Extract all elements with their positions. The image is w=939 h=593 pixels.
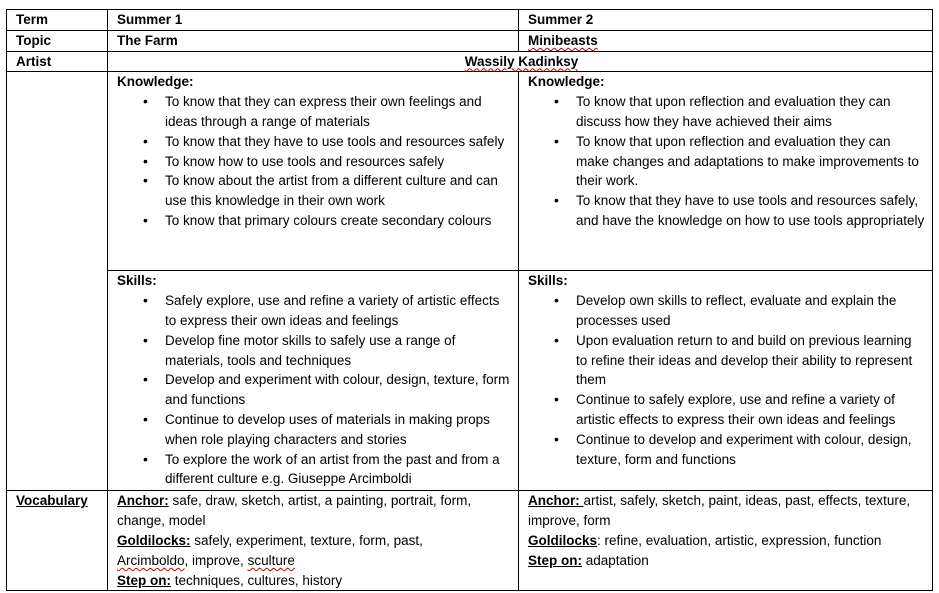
knowledge-heading: Knowledge: [528, 74, 605, 90]
anchor-label: Anchor: [528, 493, 584, 509]
goldilocks-word: Arcimboldo [117, 552, 185, 568]
vocabulary-summer1-cell [108, 491, 519, 591]
vocabulary-row [7, 491, 933, 591]
skills-summer1-list [117, 291, 512, 489]
knowledge-row [7, 72, 933, 271]
goldilocks-label: Goldilocks [528, 532, 598, 548]
knowledge-summer1-list [117, 92, 512, 231]
skills-summer2-cell [519, 271, 933, 491]
list-item: • To explore the work of an artist from the past and from a different culture e.g. Giuseppe Arcimboldi [165, 450, 512, 490]
skills-summer2-list [528, 291, 926, 469]
topic-summer2-text: Minibeasts [528, 32, 598, 48]
list-item: • Continue to develop uses of materials in making props when role playing characters and stories [165, 410, 512, 450]
list-item: • To know that upon reflection and evaluation they can make changes and adaptations to make improvements to their work. [576, 132, 926, 191]
goldilocks-text: , improve, [184, 552, 248, 568]
goldilocks-text: safely, experiment, texture, form, past, [190, 532, 423, 548]
list-item: • To know that upon reflection and evaluation they can discuss how they have achieved their aims [576, 92, 926, 132]
list-item: • Develop own skills to reflect, evaluate and explain the processes used [576, 291, 926, 331]
list-item: • Continue to safely explore, use and refine a variety of artistic effects to express their own ideas and feelings [576, 390, 926, 430]
stepon-text: adaptation [582, 552, 649, 568]
topic-summer2 [519, 30, 933, 51]
skills-heading: Skills: [117, 273, 157, 289]
knowledge-heading: Knowledge: [117, 74, 194, 90]
anchor-text: artist, safely, sketch, paint, ideas, past, effects, texture, improve, form [528, 493, 911, 529]
curriculum-table [6, 9, 933, 591]
list-item: • To know that they have to use tools and resources safely, and have the knowledge on how to use tools appropriately [576, 191, 926, 231]
goldilocks-line [528, 531, 926, 551]
topic-summer1: The Farm [108, 30, 519, 51]
term-label: Term [7, 10, 108, 31]
list-item: • Safely explore, use and refine a variety of artistic effects to express their own ideas and feelings [165, 291, 512, 331]
anchor-line [117, 491, 512, 531]
goldilocks-word: sculture [247, 552, 295, 568]
stepon-text: techniques, cultures, history [171, 572, 343, 588]
list-item: • Continue to develop and experiment with colour, design, texture, form and functions [576, 430, 926, 470]
term-summer2: Summer 2 [519, 10, 933, 31]
blank-cell [7, 72, 108, 491]
list-item: • To know about the artist from a different culture and can use this knowledge in their own work [165, 171, 512, 211]
list-item: • To know that they have to use tools and resources safely [165, 132, 512, 152]
term-summer1: Summer 1 [108, 10, 519, 31]
artist-row [7, 51, 933, 72]
stepon-line [528, 551, 926, 571]
topic-row [7, 30, 933, 51]
anchor-label: Anchor: [117, 493, 169, 509]
anchor-line [528, 491, 926, 531]
goldilocks-line [117, 531, 512, 571]
skills-summer1-cell [108, 271, 519, 491]
skills-row [7, 271, 933, 491]
vocabulary-summer2-cell [519, 491, 933, 591]
stepon-line [117, 571, 512, 591]
anchor-text: safe, draw, sketch, artist, a painting, portrait, form, change, model [117, 493, 472, 529]
artist-label: Artist [7, 51, 108, 72]
stepon-label: Step on: [117, 572, 171, 588]
goldilocks-label: Goldilocks: [117, 532, 191, 548]
artist-cell [108, 51, 933, 72]
artist-name: Wassily Kadinksy [464, 53, 579, 69]
list-item: • Develop fine motor skills to safely use a range of materials, tools and techniques [165, 331, 512, 371]
list-item: • To know how to use tools and resources safely [165, 152, 512, 172]
vocabulary-label: Vocabulary [7, 491, 108, 591]
knowledge-summer2-list [528, 92, 926, 231]
knowledge-summer1-cell [108, 72, 519, 271]
skills-heading: Skills: [528, 273, 568, 289]
list-item: • Upon evaluation return to and build on previous learning to refine their ideas and develop their ability to represent them [576, 331, 926, 390]
knowledge-summer2-cell [519, 72, 933, 271]
topic-label: Topic [7, 30, 108, 51]
list-item: • To know that primary colours create secondary colours [165, 211, 512, 231]
list-item: • To know that they can express their own feelings and ideas through a range of materials [165, 92, 512, 132]
stepon-label: Step on: [528, 552, 582, 568]
list-item: • Develop and experiment with colour, design, texture, form and functions [165, 370, 512, 410]
term-row [7, 10, 933, 31]
goldilocks-text: : refine, evaluation, artistic, expression, function [597, 532, 882, 548]
